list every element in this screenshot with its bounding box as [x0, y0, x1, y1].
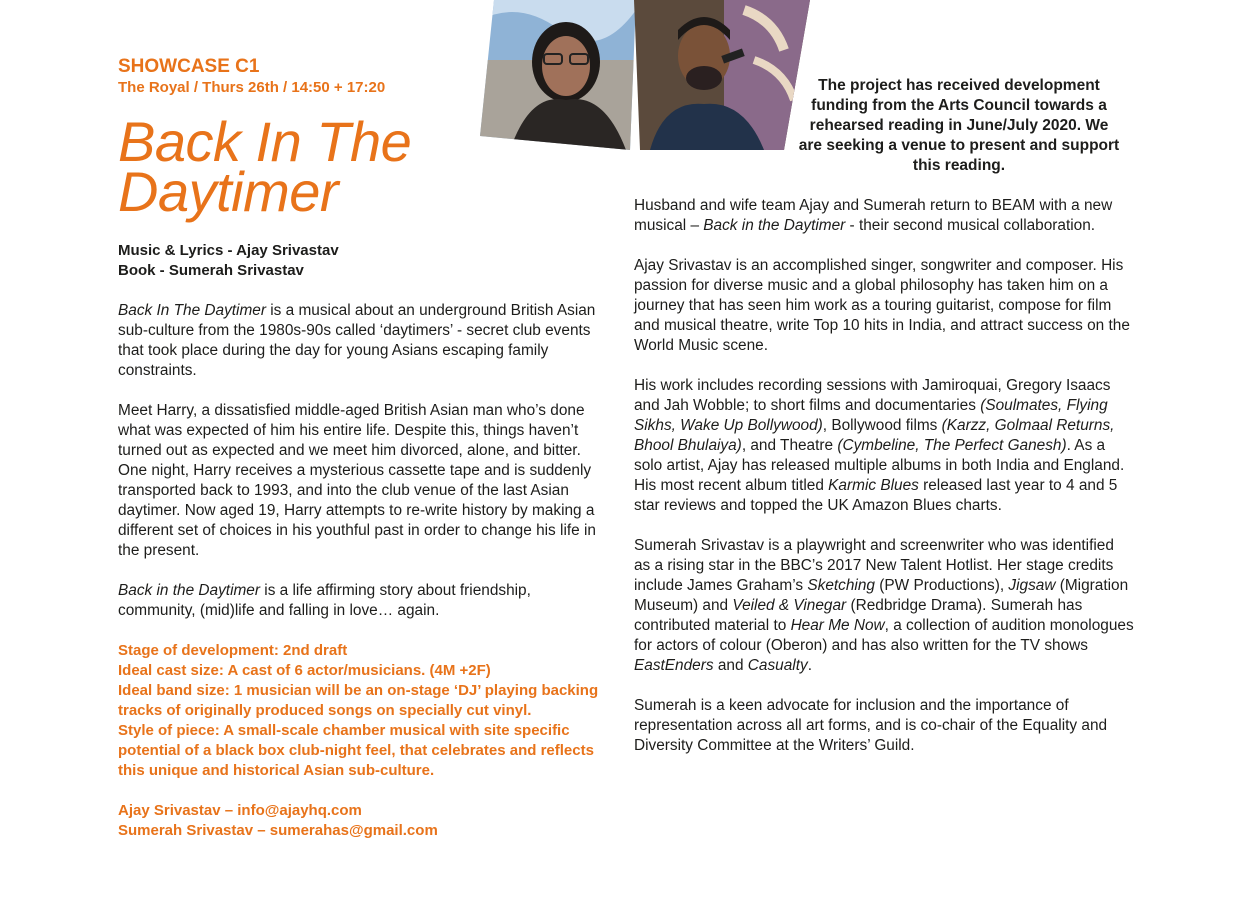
synopsis-paragraph-3: Back in the Daytimer is a life affirming story about friendship, community, (mid)life and falling in love… again. [118, 582, 531, 619]
showcase-label: SHOWCASE C1 [118, 56, 260, 77]
ideal-cast-size: Ideal cast size: A cast of 6 actor/musicians. (4M +2F) [118, 662, 491, 679]
sumerah-photo [480, 0, 636, 150]
synopsis-paragraph-1: Back In The Daytimer is a musical about an underground British Asian sub-culture from the 1980s-90s called ‘daytimers’ - secret club events that took place during the day for young Asians escaping family constraints. [118, 302, 596, 379]
ideal-band-size: Ideal band size: 1 musician will be an on-stage ‘DJ’ playing backing tracks of originally produced songs on specially cut vinyl. [118, 682, 599, 719]
style-of-piece: Style of piece: A small-scale chamber musical with site specific potential of a black box club-night feel, that celebrates and reflects this unique and historical Asian sub-culture. [118, 722, 594, 779]
show-title-italic: Back in the Daytimer [118, 582, 260, 599]
book-credit: Book - Sumerah Srivastav [118, 262, 304, 279]
show-title-italic: Back In The Daytimer [118, 302, 266, 319]
stage-of-development: Stage of development: 2nd draft [118, 642, 348, 659]
ajay-bio-2: His work includes recording sessions with Jamiroquai, Gregory Isaacs and Jah Wobble; to short films and documentaries (Soulmates, Flying Sikhs, Wake Up Bollywood), Bollywood films (Karzz, Golmaal Returns, Bhool Bhulaiya), and Theatre (Cymbeline, The Perfect Ganesh). As a solo artist, Ajay has released multiple albums in both India and England. His most recent album titled Karmic Blues released last year to 4 and 5 star reviews and topped the UK Amazon Blues charts. [634, 377, 1125, 514]
left-column [118, 56, 608, 841]
ajay-bio-1: Ajay Srivastav is an accomplished singer, songwriter and composer. His passion for diverse music and a global philosophy has taken him on a journey that has seen him work as a touring guitarist, compose for film and musical theatre, write Top 10 hits in India, and attract success on the World Music scene. [634, 257, 1130, 354]
show-details [118, 641, 608, 781]
bio-intro: Husband and wife team Ajay and Sumerah return to BEAM with a new musical – Back in the Daytimer - their second musical collaboration. [634, 197, 1113, 234]
title-line-1: Back In The [118, 110, 412, 173]
funding-note: The project has received development funding from the Arts Council towards a rehearsed reading in June/July 2020. We are seeking a venue to present and support this reading. [798, 77, 1120, 174]
contact-sumerah[interactable]: Sumerah Srivastav – sumerahas@gmail.com [118, 822, 438, 839]
venue-time: The Royal / Thurs 26th / 14:50 + 17:20 [118, 79, 386, 96]
title-line-2: Daytimer [118, 160, 339, 223]
right-column [634, 196, 1134, 756]
ajay-photo [634, 0, 810, 150]
sumerah-bio-1: Sumerah Srivastav is a playwright and screenwriter who was identified as a rising star in the BBC’s 2017 New Talent Hotlist. Her stage credits include James Graham’s Sketching (PW Productions), Jigsaw (Migration Museum) and Veiled & Vinegar (Redbridge Drama). Sumerah has contributed material to Hear Me Now, a collection of audition monologues for actors of colour (Oberon) and has also written for the TV shows EastEnders and Casualty. [634, 537, 1134, 674]
sumerah-bio-2: Sumerah is a keen advocate for inclusion and the importance of representation across all art forms, and is co-chair of the Equality and Diversity Committee at the Writers’ Guild. [634, 697, 1108, 754]
contact-ajay[interactable]: Ajay Srivastav – info@ajayhq.com [118, 802, 362, 819]
music-credit: Music & Lyrics - Ajay Srivastav [118, 242, 339, 259]
contacts [118, 801, 608, 841]
credits [118, 241, 608, 281]
synopsis-paragraph-2: Meet Harry, a dissatisfied middle-aged British Asian man who’s done what was expected of him his entire life. Despite this, things haven’t turned out as expected and we meet him divorced, alone, and bitter. One night, Harry receives a mysterious cassette tape and is suddenly transported back to 1993, and into the club venue of the last Asian daytimer. Now aged 19, Harry attempts to re-write history by making a different set of choices in his youthful past in order to change his life in the present. [118, 402, 596, 559]
